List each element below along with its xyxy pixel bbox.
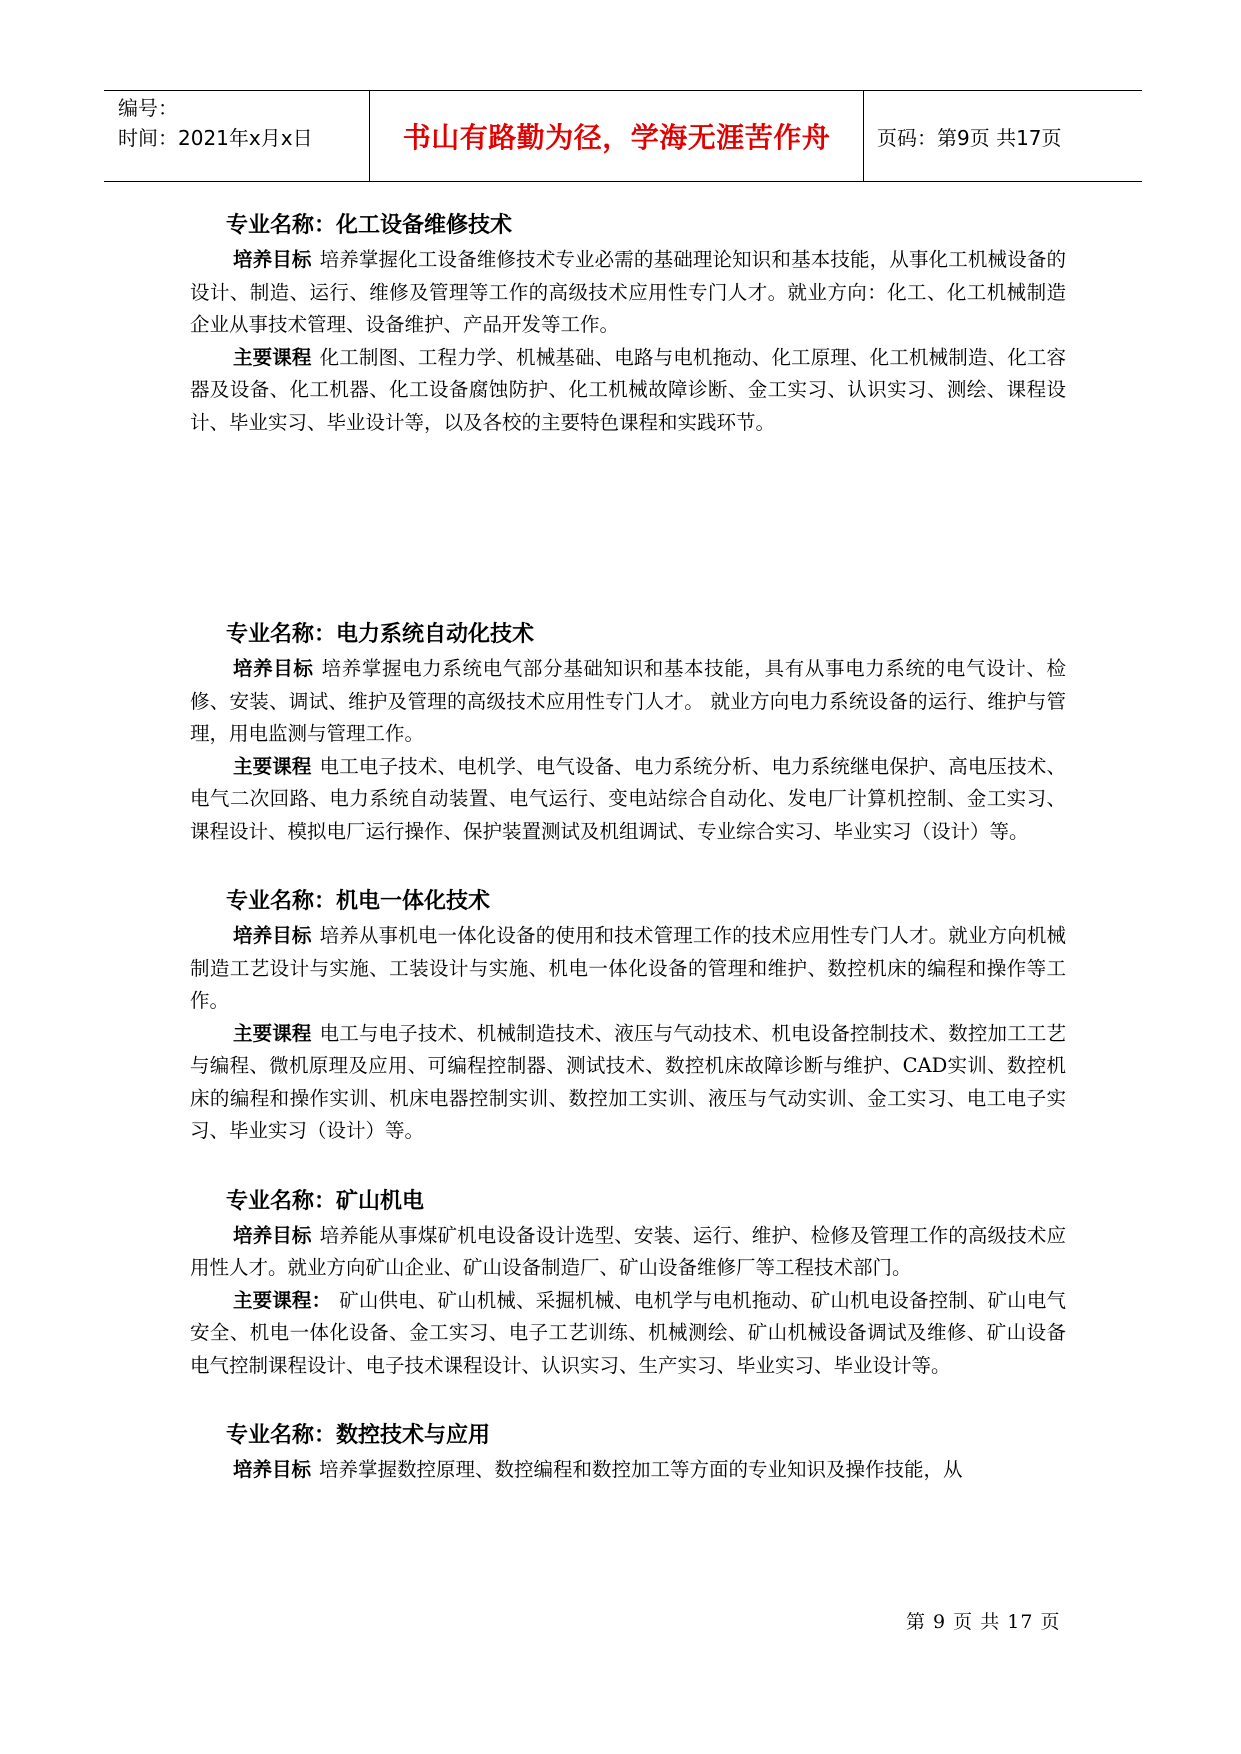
main-courses-label: 主要课程 (233, 345, 312, 369)
header-motto: 书山有路勤为径，学海无涯苦作舟 (370, 91, 864, 181)
header-meta (104, 91, 370, 181)
major-section (190, 884, 1066, 1148)
training-goal-paragraph (190, 1454, 1066, 1487)
document-number-label: 编号： (118, 96, 178, 120)
section-gap (190, 1148, 1066, 1184)
main-courses-label: 主要课程： (233, 1288, 332, 1312)
training-goal-label: 培养目标 (233, 1458, 312, 1481)
major-title: 专业名称：电力系统自动化技术 (226, 622, 535, 647)
main-courses-paragraph (190, 1018, 1066, 1148)
major-section (190, 208, 1066, 439)
main-courses-paragraph (190, 342, 1066, 440)
main-courses-paragraph (190, 1285, 1066, 1383)
major-section (190, 1184, 1066, 1383)
main-courses-text: 电工电子技术、电机学、电气设备、电力系统分析、电力系统继电保护、高电压技术、电气二次回路、电力系统自动装置、电气运行、变电站综合自动化、发电厂计算机控制、金工实习、课程设计、模拟电厂运行操作、保护装置测试及机组调试、专业综合实习、毕业实习（设计）等。 (190, 754, 1066, 843)
page-header (104, 90, 1142, 182)
training-goal-text: 培养从事机电一体化设备的使用和技术管理工作的技术应用性专门人才。就业方向机械制造工艺设计与实施、工装设计与实施、机电一体化设备的管理和维护、数控机床的编程和操作等工作。 (190, 924, 1066, 1012)
training-goal-text: 培养能从事煤矿机电设备设计选型、安装、运行、维护、检修及管理工作的高级技术应用性人才。就业方向矿山企业、矿山设备制造厂、矿山设备维修厂等工程技术部门。 (190, 1223, 1066, 1279)
main-courses-label: 主要课程 (233, 754, 312, 778)
main-courses-text: 电工与电子技术、机械制造技术、液压与气动技术、机电设备控制技术、数控加工工艺与编程、微机原理及应用、可编程控制器、测试技术、数控机床故障诊断与维护、CAD实训、数控机床的编程和操作实训、机床电器控制实训、数控加工实训、液压与气动实训、金工实习、电工电子实习、毕业实习（设计）等。 (190, 1021, 1066, 1142)
training-goal-label: 培养目标 (233, 248, 312, 271)
section-gap (190, 848, 1066, 884)
training-goal-paragraph (190, 244, 1066, 342)
blank-spacer (190, 439, 1066, 617)
training-goal-label: 培养目标 (233, 657, 314, 680)
training-goal-label: 培养目标 (233, 924, 312, 947)
main-courses-paragraph (190, 751, 1066, 849)
training-goal-label: 培养目标 (233, 1223, 312, 1247)
document-time: 时间：2021年x月x日 (118, 126, 313, 150)
training-goal-text: 培养掌握电力系统电气部分基础知识和基本技能，具有从事电力系统的电气设计、检修、安装、调试、维护及管理的高级技术应用性专门人才。 就业方向电力系统设备的运行、维护与管理，用电监测与管理工作。 (190, 657, 1066, 745)
document-body (190, 208, 1066, 1487)
main-courses-text: 矿山供电、矿山机械、采掘机械、电机学与电机拖动、矿山机电设备控制、矿山电气安全、机电一体化设备、金工实习、电子工艺训练、机械测绘、矿山机械设备调试及维修、矿山设备电气控制课程设计、电子技术课程设计、认识实习、生产实习、毕业实习、毕业设计等。 (190, 1288, 1066, 1377)
training-goal-paragraph (190, 920, 1066, 1018)
header-page-info: 页码：第9页 共17页 (877, 125, 1062, 150)
training-goal-paragraph (190, 653, 1066, 751)
main-courses-label: 主要课程 (233, 1021, 312, 1045)
major-title: 专业名称：数控技术与应用 (226, 1423, 491, 1448)
section-gap (190, 1382, 1066, 1418)
training-goal-text: 培养掌握化工设备维修技术专业必需的基础理论知识和基本技能，从事化工机械设备的设计、制造、运行、维修及管理等工作的高级技术应用性专门人才。就业方向：化工、化工机械制造企业从事技术管理、设备维护、产品开发等工作。 (190, 248, 1066, 336)
page-footer: 第 9 页 共 17 页 (906, 1611, 1061, 1633)
main-courses-text: 化工制图、工程力学、机械基础、电路与电机拖动、化工原理、化工机械制造、化工容器及设备、化工机器、化工设备腐蚀防护、化工机械故障诊断、金工实习、认识实习、测绘、课程设计、毕业实习、毕业设计等，以及各校的主要特色课程和实践环节。 (190, 345, 1066, 434)
training-goal-text: 培养掌握数控原理、数控编程和数控加工等方面的专业知识及操作技能，从 (319, 1458, 963, 1481)
major-title: 专业名称：矿山机电 (226, 1188, 425, 1214)
major-section (190, 617, 1066, 848)
major-title: 专业名称：机电一体化技术 (226, 889, 491, 914)
major-title: 专业名称：化工设备维修技术 (226, 213, 513, 238)
training-goal-paragraph (190, 1220, 1066, 1285)
major-section (190, 1418, 1066, 1487)
